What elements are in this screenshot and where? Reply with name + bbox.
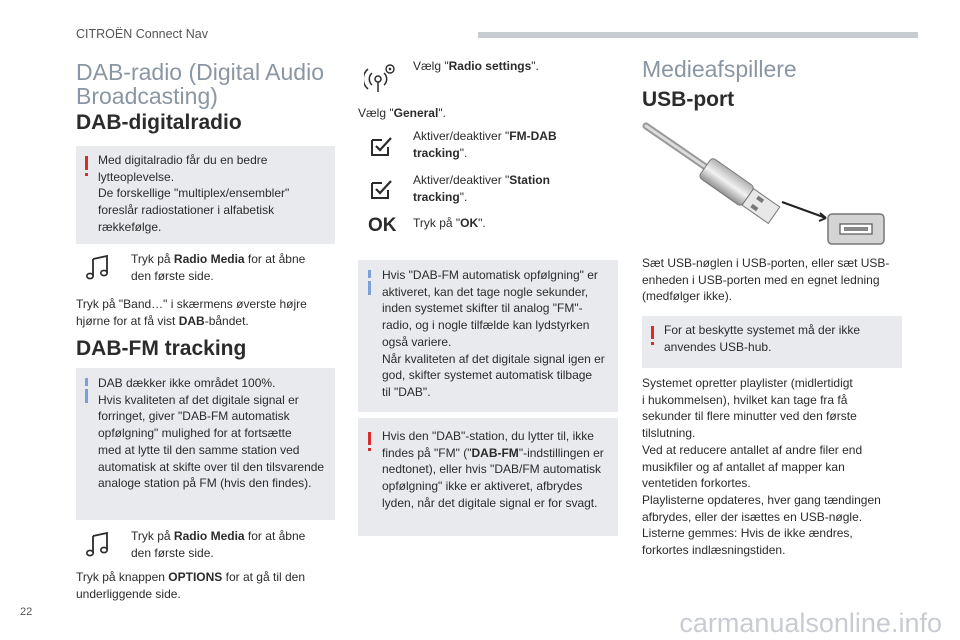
note-line: rækkefølge. [98,219,162,234]
text: ventetiden forkortes. [642,476,751,491]
section-title-line2: Broadcasting) [76,83,218,109]
info-marker [368,270,371,278]
note-line: analoge station på FM (hvis den findes). [98,476,312,491]
note-line: radio, og i nogle tilfælde kan lydstyrken [382,318,590,333]
warning-marker [368,432,371,445]
paragraph-band [76,296,336,329]
text-bold: OPTIONS [168,570,223,584]
warning-marker-dot [368,448,371,451]
text-bold: Radio Media [173,529,245,543]
text: -båndet. [204,313,249,328]
text: hjørne for at få vist [76,313,179,328]
paragraph-options [76,569,336,602]
subheading-usb-port: USB-port [642,88,735,111]
step-open-radio-media-2 [131,528,331,561]
text: Systemet opretter playlister (midlertidigt [642,376,853,390]
usb-illustration [640,118,890,248]
text: (medfølger ikke). [642,289,733,304]
text-bold: FM-DAB [509,129,557,143]
info-marker [368,281,371,295]
note-line: til "DAB". [382,384,431,399]
subheading-dab-fm-tracking: DAB-FM tracking [76,337,247,360]
text: den første side. [131,268,214,283]
note-line: også variere. [382,334,452,349]
text: ". [531,59,539,73]
warning-marker-dot [85,173,88,176]
warning-marker [651,326,654,339]
music-note-icon [85,253,111,281]
text: for at åbne [244,252,306,266]
text: ". [459,145,468,160]
note-line: Hvis kvaliteten af det digitale signal er [98,392,299,407]
text-bold: DAB [178,313,205,328]
header-rule [478,32,918,38]
text: Aktiver/deaktiver " [413,129,510,143]
text: underliggende side. [76,586,181,601]
note-line: opfølgning" mulighed for at fortsætte [98,426,292,441]
text-bold: Radio settings [448,59,532,73]
note-line: med at lytte til den samme station ved [98,442,300,457]
text: "-indstillingen er [518,445,604,460]
text: forkortes indlæsningstiden. [642,543,786,558]
text: tilslutning. [642,426,696,441]
text-bold: DAB-FM [471,445,519,460]
note-line: automatisk at skifte over til den tilsvarende [98,459,325,474]
text: Sæt USB-nøglen i USB-porten, eller sæt USB- [642,256,890,270]
info-note-box-2 [358,260,618,412]
text: afbrydes, eller der isættes en USB-nøgle. [642,509,863,524]
text-bold: tracking [413,145,460,160]
text: Tryk på knappen [76,570,169,584]
note-line: Hvis "DAB-FM automatisk opfølgning" er [382,268,598,282]
text: Ved at reducere antallet af andre filer end [642,442,863,457]
note-line: opfølgning" ikke er aktiveret, afbrydes [382,479,583,494]
text-bold: tracking [413,189,460,204]
step-open-radio-media [131,251,331,284]
text: ". [438,106,446,120]
step-ok [413,215,486,232]
note-line: anvendes USB-hub. [664,339,772,354]
checkbox-icon [370,135,394,157]
paragraph-usb-insert [642,255,912,305]
note-line: De forskellige "multiplex/ensembler" [98,186,290,201]
text: ". [459,189,468,204]
text: i hukommelsen), hvilket kan tage fra få [642,392,848,407]
note-line: inden systemet skifter til analog "FM"- [382,301,583,316]
subheading-dab-digitalradio: DAB-digitalradio [76,111,242,134]
ok-icon: OK [368,215,397,236]
warning-note-box [76,146,335,244]
section-title-line1: DAB-radio (Digital Audio [76,59,325,85]
text: sekunder til flere minutter ved den første [642,409,857,424]
running-header: CITROËN Connect Nav [76,27,208,41]
text-bold: General [393,106,439,120]
text: for at gå til den [222,570,306,584]
note-line: nedtonet), eller hvis "DAB/FM automatisk [382,462,602,477]
note-line: lytteoplevelse. [98,169,175,184]
text: Tryk på "Band…" i skærmens øverste højre [76,297,307,311]
text-bold: OK [460,216,479,230]
note-line: forringet, giver "DAB-FM automatisk [98,409,290,424]
watermark: carmanualsonline.info [679,608,942,638]
note-line: god, skifter systemet automatisk tilbage [382,368,593,383]
info-note-box [76,368,335,520]
music-note-icon [85,530,111,558]
note-line: aktiveret, kan det tage nogle sekunder, [382,284,589,299]
step-radio-settings [413,58,539,75]
note-line: Hvis den "DAB"-station, du lytter til, ikke [382,429,594,443]
text-bold: Radio Media [173,252,245,266]
text: Tryk på [131,252,174,266]
text: Playlisterne opdateres, hver gang tændingen [642,492,881,507]
step-station-tracking [413,172,603,205]
text: for at åbne [244,529,306,543]
paragraph-playlists [642,375,912,559]
step-general [358,105,446,122]
text: Tryk på " [413,216,461,230]
radio-settings-icon [364,60,398,94]
warning-note-box-2 [358,418,618,536]
text-bold: Station [509,173,550,187]
checkbox-icon [370,178,394,200]
text: Tryk på [131,529,174,543]
text: enheden i USB-porten med en egnet ledning [642,272,880,287]
text: musikfiler og af antallet af mapper kan [642,459,845,474]
text: den første side. [131,545,214,560]
warning-marker [85,156,88,170]
note-line: Med digitalradio får du en bedre [98,153,268,167]
text: Listerne gemmes: Hvis de ikke ændres, [642,526,853,541]
text: Vælg " [358,106,394,120]
info-marker [85,389,88,403]
step-fm-dab-tracking [413,128,603,161]
text: findes på "FM" (" [382,445,472,460]
info-marker [85,378,88,386]
note-line: foreslår radiostationer i alfabetisk [98,203,275,218]
note-line: DAB dækker ikke området 100%. [98,376,276,390]
page-number: 22 [20,606,33,618]
text: Aktiver/deaktiver " [413,173,510,187]
section-title-media: Medieafspillere [642,56,797,82]
text: Vælg " [413,59,449,73]
warning-marker-dot [651,342,654,345]
warning-note-box-3 [642,316,902,368]
note-line: Når kvaliteten af det digitale signal igen er [382,351,605,366]
note-line: lyden, når det digitale signal er for svagt. [382,495,598,510]
note-line: For at beskytte systemet må der ikke [664,323,861,337]
text: ". [478,216,486,230]
